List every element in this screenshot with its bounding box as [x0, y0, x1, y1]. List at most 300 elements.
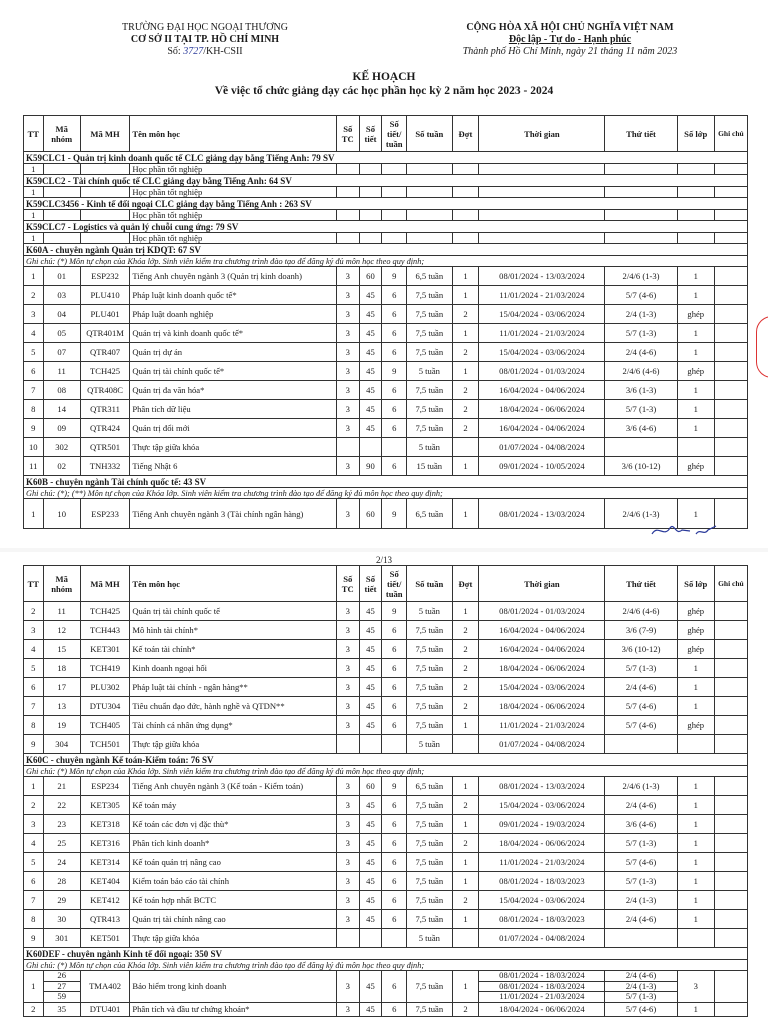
table-cell — [714, 400, 747, 419]
table-cell: 08/01/2024 - 18/03/2023 — [479, 872, 605, 891]
section-header — [24, 476, 748, 488]
table-cell: 9 — [382, 499, 407, 529]
table-cell — [714, 343, 747, 362]
table-cell — [382, 233, 407, 244]
table-cell: 15/04/2024 - 03/06/2024 — [479, 678, 605, 697]
table-row — [24, 678, 748, 697]
column-header: Số tiết — [359, 566, 382, 602]
section-header — [24, 948, 748, 960]
table-cell: 45 — [359, 697, 382, 716]
table-cell: 1 — [452, 457, 479, 476]
table-cell: 1 — [677, 872, 714, 891]
table-cell: Phân tích và đầu tư chứng khoán* — [130, 1002, 337, 1016]
table-row — [24, 381, 748, 400]
table-cell: 1 — [677, 796, 714, 815]
table-cell — [677, 210, 714, 221]
reference-number: Số: 3727/KH-CSII — [167, 46, 243, 57]
table-cell: TCH443 — [80, 621, 130, 640]
table-cell: KET412 — [80, 891, 130, 910]
table-cell: 1 — [677, 267, 714, 286]
table-cell: Tiếng Anh chuyên ngành 3 (Quản trị kinh doanh) — [130, 267, 337, 286]
table-cell: 6 — [382, 716, 407, 735]
table-cell — [714, 362, 747, 381]
section-header — [24, 754, 748, 766]
table-cell — [479, 233, 605, 244]
table-cell: DTU401 — [80, 1002, 130, 1016]
table-cell: 35 — [43, 1002, 80, 1016]
table-cell — [452, 929, 479, 948]
table-cell: TCH501 — [80, 735, 130, 754]
table-cell: 5 tuần — [407, 929, 452, 948]
table-cell: DTU304 — [80, 697, 130, 716]
table-cell: 2/4 (4-6) — [605, 678, 677, 697]
table-cell: 3 — [336, 640, 359, 659]
table-cell: 15 tuần — [407, 457, 452, 476]
table-cell: 7,5 tuần — [407, 796, 452, 815]
schedule-table-page-2 — [23, 565, 748, 1017]
table-cell: QTR424 — [80, 419, 130, 438]
table-cell — [407, 210, 452, 221]
table-cell: 60 — [359, 267, 382, 286]
table-cell: 2/4 (4-6) — [605, 796, 677, 815]
table-cell: 7 — [24, 891, 44, 910]
table-cell: 45 — [359, 286, 382, 305]
table-cell: 7,5 tuần — [407, 891, 452, 910]
table-cell: Kế toán các đơn vị đặc thù* — [130, 815, 337, 834]
table-cell: 45 — [359, 659, 382, 678]
table-cell: Học phần tốt nghiệp — [130, 233, 337, 244]
table-cell: 1 — [677, 777, 714, 796]
table-cell — [382, 187, 407, 198]
table-cell — [677, 233, 714, 244]
table-cell — [605, 187, 677, 198]
table-row — [24, 929, 748, 948]
table-cell: TCH419 — [80, 659, 130, 678]
table-cell: 3 — [336, 697, 359, 716]
table-cell: 45 — [359, 716, 382, 735]
table-cell: 4 — [24, 640, 44, 659]
table-cell: 1 — [24, 499, 44, 529]
table-cell — [336, 438, 359, 457]
table-cell — [80, 210, 130, 221]
table-cell — [359, 735, 382, 754]
table-cell: ghép — [677, 457, 714, 476]
table-cell — [452, 735, 479, 754]
table-row — [24, 815, 748, 834]
table-cell — [452, 187, 479, 198]
table-row — [24, 716, 748, 735]
table-cell: KET301 — [80, 640, 130, 659]
table-cell: 1 — [24, 210, 44, 221]
table-cell: 1 — [452, 267, 479, 286]
table-cell: 5/7 (1-3) — [605, 324, 677, 343]
table-cell: 1 — [24, 267, 44, 286]
table-cell: Phân tích kinh doanh* — [130, 834, 337, 853]
table-cell: 2 — [452, 343, 479, 362]
table-cell: 01/07/2024 - 04/08/2024 — [479, 438, 605, 457]
table-cell: 1 — [677, 659, 714, 678]
table-cell: Quản trị và kinh doanh quốc tế* — [130, 324, 337, 343]
table-cell: 7,5 tuần — [407, 853, 452, 872]
table-cell: 45 — [359, 640, 382, 659]
table-cell — [382, 164, 407, 175]
table-cell: 16/04/2024 - 04/06/2024 — [479, 381, 605, 400]
table-cell: ghép — [677, 602, 714, 621]
column-header: Số lớp — [677, 566, 714, 602]
table-cell: 7,5 tuần — [407, 381, 452, 400]
table-cell: 21 — [43, 777, 80, 796]
table-row — [24, 659, 748, 678]
table-cell — [80, 187, 130, 198]
table-cell: 6 — [382, 324, 407, 343]
table-cell: 15/04/2024 - 03/06/2024 — [479, 796, 605, 815]
table-cell: 18 — [43, 659, 80, 678]
table-cell: 60 — [359, 499, 382, 529]
table-cell — [80, 233, 130, 244]
table-cell: 3 — [336, 815, 359, 834]
table-cell: PLU401 — [80, 305, 130, 324]
table-cell: 7 — [24, 697, 44, 716]
table-cell: 1 — [452, 910, 479, 929]
table-cell: 6,5 tuần — [407, 777, 452, 796]
table-cell: 5/7 (4-6) — [605, 697, 677, 716]
column-header: Số lớp — [677, 116, 714, 152]
time-ranges — [479, 971, 605, 1003]
table-cell: KET501 — [80, 929, 130, 948]
table-cell: 45 — [359, 602, 382, 621]
table-cell: 2 — [452, 678, 479, 697]
column-header: Thứ tiết — [605, 116, 677, 152]
table-row — [24, 419, 748, 438]
table-cell — [407, 233, 452, 244]
table-cell: 7,5 tuần — [407, 324, 452, 343]
table-cell: 1 — [677, 834, 714, 853]
table-cell: 3 — [336, 381, 359, 400]
table-cell: KET305 — [80, 796, 130, 815]
table-cell: 6 — [382, 343, 407, 362]
table-cell: 5/7 (1-3) — [605, 659, 677, 678]
table-cell: 8 — [24, 716, 44, 735]
table-cell: 1 — [452, 499, 479, 529]
column-header: Thời gian — [479, 566, 605, 602]
table-cell: 3 — [336, 457, 359, 476]
table-cell — [359, 438, 382, 457]
table-cell: 7,5 tuần — [407, 872, 452, 891]
table-cell: 17 — [43, 678, 80, 697]
table-cell: Học phần tốt nghiệp — [130, 210, 337, 221]
section-header-text: K60DEF - chuyên ngành Kinh tế đối ngoại: 350 SV — [24, 948, 748, 960]
table-cell: 7,5 tuần — [407, 834, 452, 853]
table-cell: 7 — [24, 381, 44, 400]
table-cell — [714, 233, 747, 244]
table-cell: 6 — [382, 678, 407, 697]
table-cell: 7,5 tuần — [407, 910, 452, 929]
table-cell: 3 — [336, 286, 359, 305]
table-cell: 8 — [24, 400, 44, 419]
table-cell — [714, 621, 747, 640]
table-cell — [714, 164, 747, 175]
table-cell: 45 — [359, 678, 382, 697]
table-cell: 01/07/2024 - 04/08/2024 — [479, 735, 605, 754]
table-cell: 2 — [452, 1002, 479, 1016]
issue-date: Thành phố Hồ Chí Minh, ngày 21 tháng 11 năm 2023 — [462, 46, 678, 57]
table-cell — [714, 853, 747, 872]
table-cell: 45 — [359, 891, 382, 910]
time-ranges-line: 08/01/2024 - 18/03/2024 — [479, 982, 604, 993]
table-cell: 6 — [382, 834, 407, 853]
section-header-text: K59CLC3456 - Kinh tế đối ngoại CLC giảng dạy bằng Tiếng Anh : 263 SV — [24, 198, 748, 210]
table-cell: 2/4 (4-6) — [605, 910, 677, 929]
table-cell: 2 — [452, 796, 479, 815]
table-header-row — [24, 566, 748, 602]
document-title — [0, 70, 768, 98]
table-cell — [452, 233, 479, 244]
table-cell — [714, 929, 747, 948]
university-name: TRƯỜNG ĐẠI HỌC NGOẠI THƯƠNG — [122, 22, 288, 33]
table-row — [24, 286, 748, 305]
table-cell: 09/01/2024 - 19/03/2024 — [479, 815, 605, 834]
section-note-text: Ghi chú: (*); (**) Môn tự chọn của Khóa lớp. Sinh viên kiểm tra chương trình đào tạo để đăng ký đủ môn học theo quy định; — [24, 488, 748, 499]
table-cell: 3 — [677, 971, 714, 1003]
table-cell: Quản trị tài chính nâng cao — [130, 910, 337, 929]
table-cell: Quản trị dự án — [130, 343, 337, 362]
time-slots-line: 2/4 (1-3) — [605, 982, 676, 993]
table-row — [24, 362, 748, 381]
table-cell: 9 — [382, 267, 407, 286]
table-cell — [714, 305, 747, 324]
table-row — [24, 233, 748, 244]
table-row — [24, 872, 748, 891]
column-header: Ghi chú — [714, 116, 747, 152]
section-header-text: K60C - chuyên ngành Kế toán-Kiểm toán: 76 SV — [24, 754, 748, 766]
table-cell: 11/01/2024 - 21/03/2024 — [479, 716, 605, 735]
table-cell — [43, 210, 80, 221]
table-cell: 1 — [452, 971, 479, 1003]
table-cell: 02 — [43, 457, 80, 476]
column-header: Mã nhóm — [43, 116, 80, 152]
table-cell — [605, 164, 677, 175]
table-cell: 2/4 (1-3) — [605, 305, 677, 324]
table-cell: 1 — [452, 324, 479, 343]
table-cell: 301 — [43, 929, 80, 948]
table-row — [24, 1002, 748, 1016]
schedule-table-page-1 — [23, 115, 748, 529]
table-cell: 16/04/2024 - 04/06/2024 — [479, 640, 605, 659]
table-row — [24, 438, 748, 457]
table-cell: 60 — [359, 777, 382, 796]
table-cell: 45 — [359, 815, 382, 834]
table-cell: 9 — [24, 419, 44, 438]
table-cell: 7,5 tuần — [407, 400, 452, 419]
table-cell: 302 — [43, 438, 80, 457]
table-cell: 7,5 tuần — [407, 621, 452, 640]
time-slots-line: 5/7 (1-3) — [625, 991, 657, 1001]
table-cell: 05 — [43, 324, 80, 343]
table-cell: 1 — [452, 777, 479, 796]
table-row — [24, 640, 748, 659]
table-cell — [714, 324, 747, 343]
table-row-multi-group — [24, 971, 748, 1003]
table-cell: 30 — [43, 910, 80, 929]
table-cell — [452, 164, 479, 175]
table-cell — [382, 438, 407, 457]
table-cell: 3 — [336, 362, 359, 381]
table-cell: 1 — [24, 233, 44, 244]
table-cell — [605, 233, 677, 244]
table-cell: 6 — [382, 640, 407, 659]
table-row — [24, 796, 748, 815]
table-cell: 2 — [452, 419, 479, 438]
table-cell: Quản trị đa văn hóa* — [130, 381, 337, 400]
table-cell: QTR413 — [80, 910, 130, 929]
table-cell: 2 — [24, 602, 44, 621]
table-cell: 3 — [24, 305, 44, 324]
table-cell: 5 tuần — [407, 362, 452, 381]
table-cell: 6 — [382, 381, 407, 400]
table-cell: 6 — [382, 286, 407, 305]
table-cell: 2 — [24, 286, 44, 305]
table-row — [24, 343, 748, 362]
section-header-text: K59CLC1 - Quản trị kinh doanh quốc tế CLC giảng dạy bằng Tiếng Anh: 79 SV — [24, 152, 748, 164]
table-cell: Tài chính cá nhân ứng dụng* — [130, 716, 337, 735]
time-slots-line: 2/4 (4-6) — [605, 971, 676, 982]
section-header-text: K60B - chuyên ngành Tài chính quốc tế: 43 SV — [24, 476, 748, 488]
state-motto-block — [410, 22, 730, 58]
table-cell: 2/4/6 (4-6) — [605, 602, 677, 621]
title-main: KẾ HOẠCH — [352, 71, 416, 83]
table-cell: Kế toán quản trị nâng cao — [130, 853, 337, 872]
table-cell: 11/01/2024 - 21/03/2024 — [479, 853, 605, 872]
table-cell: 1 — [677, 910, 714, 929]
table-cell: 45 — [359, 381, 382, 400]
table-cell — [714, 267, 747, 286]
table-cell — [407, 164, 452, 175]
column-header: Số tuần — [407, 566, 452, 602]
table-cell: 23 — [43, 815, 80, 834]
table-cell: 1 — [677, 697, 714, 716]
section-note — [24, 960, 748, 971]
table-cell — [714, 872, 747, 891]
table-cell: Quản trị đổi mới — [130, 419, 337, 438]
table-cell: 3/6 (4-6) — [605, 815, 677, 834]
table-cell: 6 — [382, 457, 407, 476]
table-cell: 11/01/2024 - 21/03/2024 — [479, 324, 605, 343]
table-cell: Kế toán hợp nhất BCTC — [130, 891, 337, 910]
table-cell: 15 — [43, 640, 80, 659]
column-header: Tên môn học — [130, 566, 337, 602]
table-cell: ESP233 — [80, 499, 130, 529]
table-cell: Mô hình tài chính* — [130, 621, 337, 640]
table-cell: 1 — [452, 853, 479, 872]
table-row — [24, 621, 748, 640]
table-cell: 3/6 (10-12) — [605, 640, 677, 659]
table-cell — [714, 716, 747, 735]
table-cell: QTR401M — [80, 324, 130, 343]
table-cell: 9 — [24, 735, 44, 754]
table-cell: Thực tập giữa khóa — [130, 929, 337, 948]
table-cell: 1 — [677, 499, 714, 529]
title-sub: Về việc tổ chức giảng dạy các học phần học kỳ 2 năm học 2023 - 2024 — [214, 85, 554, 97]
table-cell — [714, 640, 747, 659]
table-row — [24, 305, 748, 324]
table-cell: 2 — [452, 697, 479, 716]
table-cell: 3 — [336, 891, 359, 910]
table-cell: 18/04/2024 - 06/06/2024 — [479, 400, 605, 419]
table-cell: Kinh doanh ngoại hối — [130, 659, 337, 678]
table-cell — [382, 210, 407, 221]
column-header: Số tuần — [407, 116, 452, 152]
section-header — [24, 175, 748, 187]
country-name: CỘNG HÒA XÃ HỘI CHỦ NGHĨA VIỆT NAM — [466, 22, 674, 33]
table-cell: 1 — [677, 324, 714, 343]
table-cell: Thực tập giữa khóa — [130, 438, 337, 457]
table-cell: 3/6 (7-9) — [605, 621, 677, 640]
table-cell: ghép — [677, 640, 714, 659]
table-cell: 13 — [43, 697, 80, 716]
table-cell: 4 — [24, 324, 44, 343]
table-cell: 9 — [382, 602, 407, 621]
table-cell — [359, 164, 382, 175]
table-cell — [43, 187, 80, 198]
table-cell — [452, 438, 479, 457]
table-cell: 1 — [24, 777, 44, 796]
table-cell: 45 — [359, 1002, 382, 1016]
table-cell — [714, 659, 747, 678]
column-header: Số tiết — [359, 116, 382, 152]
table-cell — [605, 210, 677, 221]
table-cell: 5 tuần — [407, 735, 452, 754]
table-cell — [714, 602, 747, 621]
table-cell: 01/07/2024 - 04/08/2024 — [479, 929, 605, 948]
table-cell: 2/4/6 (1-3) — [605, 777, 677, 796]
table-cell: 6 — [382, 853, 407, 872]
column-header: Thời gian — [479, 116, 605, 152]
table-cell: 3 — [336, 777, 359, 796]
table-cell: 5/7 (1-3) — [605, 872, 677, 891]
table-cell: 09/01/2024 - 10/05/2024 — [479, 457, 605, 476]
table-cell: 3 — [336, 267, 359, 286]
table-cell: 01 — [43, 267, 80, 286]
table-cell: 15/04/2024 - 03/06/2024 — [479, 891, 605, 910]
table-cell: 6 — [382, 891, 407, 910]
column-header: TT — [24, 116, 44, 152]
table-cell: 16/04/2024 - 04/06/2024 — [479, 621, 605, 640]
table-cell: 5/7 (1-3) — [605, 834, 677, 853]
table-row — [24, 210, 748, 221]
table-cell — [336, 187, 359, 198]
table-cell: 2 — [452, 891, 479, 910]
table-cell: 3 — [336, 971, 359, 1003]
table-cell: Tiếng Nhật 6 — [130, 457, 337, 476]
table-cell: 45 — [359, 796, 382, 815]
table-cell: 9 — [382, 777, 407, 796]
table-cell: 45 — [359, 419, 382, 438]
table-cell: ghép — [677, 621, 714, 640]
table-cell: QTR407 — [80, 343, 130, 362]
table-cell — [714, 419, 747, 438]
table-cell: 08/01/2024 - 01/03/2024 — [479, 362, 605, 381]
table-cell: 2 — [452, 640, 479, 659]
table-cell: 3/6 (1-3) — [605, 381, 677, 400]
document-header — [0, 22, 768, 72]
table-cell: 6 — [382, 621, 407, 640]
table-cell: 6 — [382, 419, 407, 438]
table-cell: 15/04/2024 - 03/06/2024 — [479, 305, 605, 324]
table-cell: 6 — [382, 1002, 407, 1016]
table-cell: 45 — [359, 324, 382, 343]
table-cell: KET318 — [80, 815, 130, 834]
table-cell: 1 — [452, 872, 479, 891]
